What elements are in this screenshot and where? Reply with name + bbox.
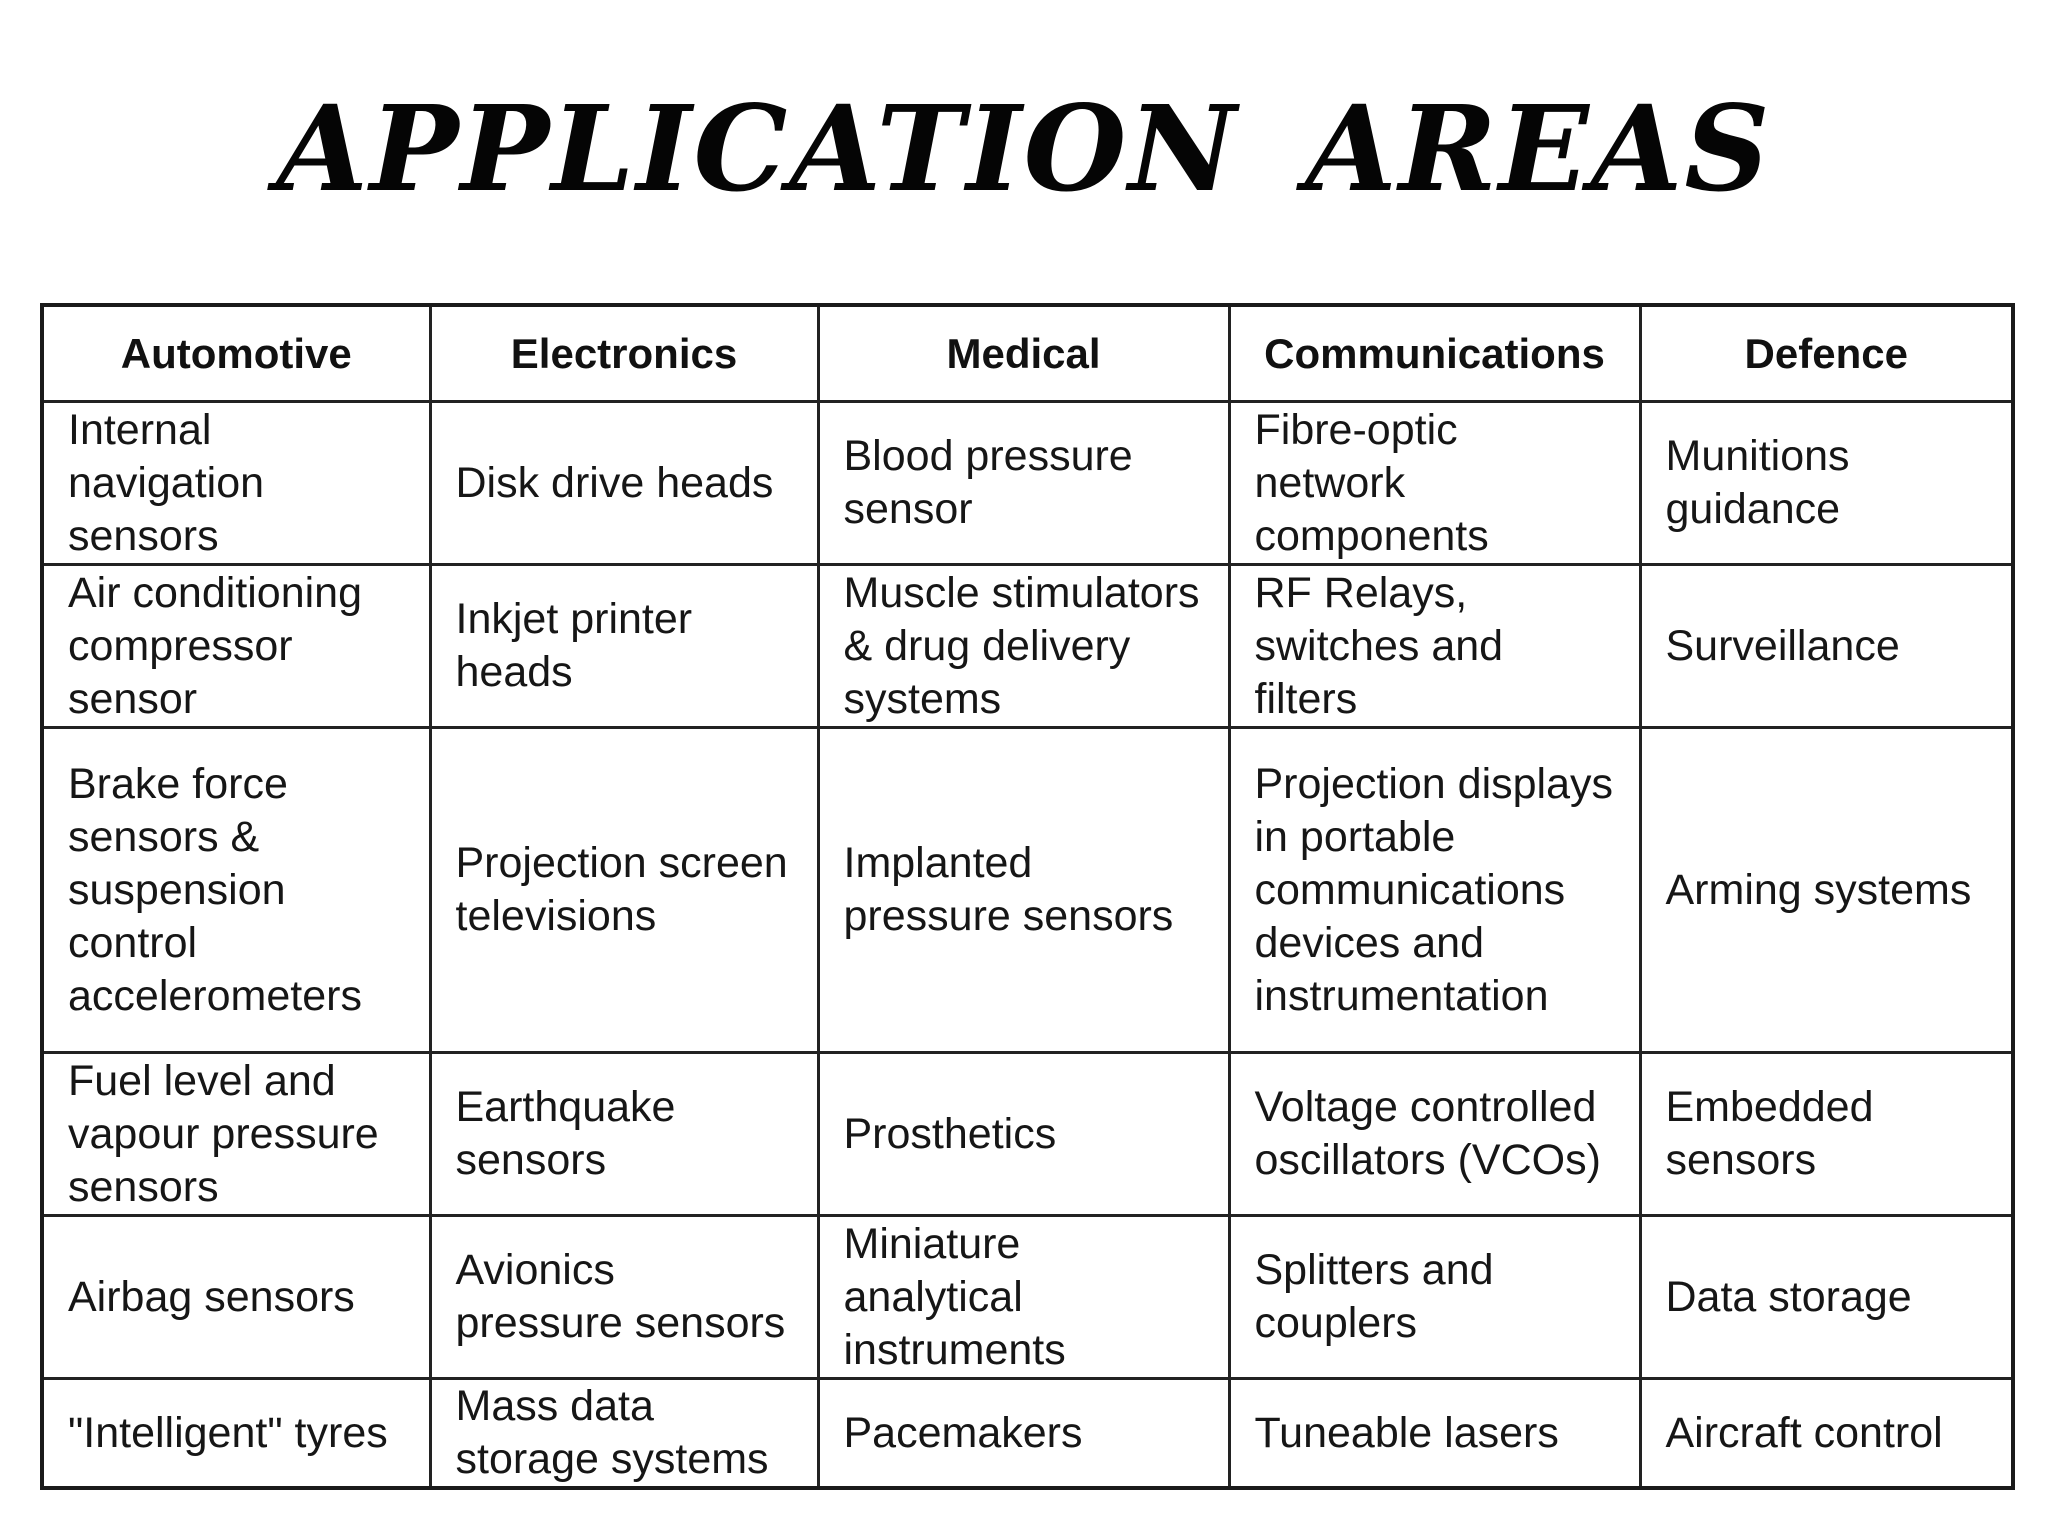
table-cell: RF Relays, switches and filters <box>1229 565 1640 728</box>
column-header-communications: Communications <box>1229 305 1640 402</box>
column-header-medical: Medical <box>818 305 1229 402</box>
column-header-automotive: Automotive <box>42 305 430 402</box>
table-row <box>42 402 2013 565</box>
table-cell: Mass data storage systems <box>430 1379 818 1489</box>
table-cell: Splitters and couplers <box>1229 1216 1640 1379</box>
table-cell: Prosthetics <box>818 1053 1229 1216</box>
column-header-defence: Defence <box>1640 305 2013 402</box>
table-cell: Implanted pressure sensors <box>818 728 1229 1053</box>
table-cell: Disk drive heads <box>430 402 818 565</box>
application-areas-table-wrap <box>40 303 2011 1483</box>
table-cell: Projection displays in portable communications devices and instrumentation <box>1229 728 1640 1053</box>
table-cell: Air conditioning compressor sensor <box>42 565 430 728</box>
application-areas-table <box>40 303 2015 1490</box>
table-cell: Brake force sensors & suspension control accelerometers <box>42 728 430 1053</box>
table-cell: Blood pressure sensor <box>818 402 1229 565</box>
table-cell: Embedded sensors <box>1640 1053 2013 1216</box>
table-cell: Inkjet printer heads <box>430 565 818 728</box>
slide-title: APPLICATION AREAS <box>276 79 1772 218</box>
table-cell: "Intelligent" tyres <box>42 1379 430 1489</box>
table-cell: Avionics pressure sensors <box>430 1216 818 1379</box>
table-cell: Munitions guidance <box>1640 402 2013 565</box>
table-cell: Muscle stimulators & drug delivery systems <box>818 565 1229 728</box>
table-cell: Miniature analytical instruments <box>818 1216 1229 1379</box>
table-row <box>42 1379 2013 1489</box>
table-header-row <box>42 305 2013 402</box>
table-cell: Voltage controlled oscillators (VCOs) <box>1229 1053 1640 1216</box>
table-cell: Tuneable lasers <box>1229 1379 1640 1489</box>
table-cell: Internal navigation sensors <box>42 402 430 565</box>
table-cell: Fuel level and vapour pressure sensors <box>42 1053 430 1216</box>
table-cell: Aircraft control <box>1640 1379 2013 1489</box>
column-header-electronics: Electronics <box>430 305 818 402</box>
table-cell: Pacemakers <box>818 1379 1229 1489</box>
table-row <box>42 728 2013 1053</box>
table-cell: Airbag sensors <box>42 1216 430 1379</box>
table-cell: Data storage <box>1640 1216 2013 1379</box>
table-cell: Arming systems <box>1640 728 2013 1053</box>
table-row <box>42 565 2013 728</box>
table-cell: Surveillance <box>1640 565 2013 728</box>
table-cell: Fibre-optic network components <box>1229 402 1640 565</box>
table-row <box>42 1053 2013 1216</box>
table-cell: Projection screen televisions <box>430 728 818 1053</box>
table-cell: Earthquake sensors <box>430 1053 818 1216</box>
table-row <box>42 1216 2013 1379</box>
